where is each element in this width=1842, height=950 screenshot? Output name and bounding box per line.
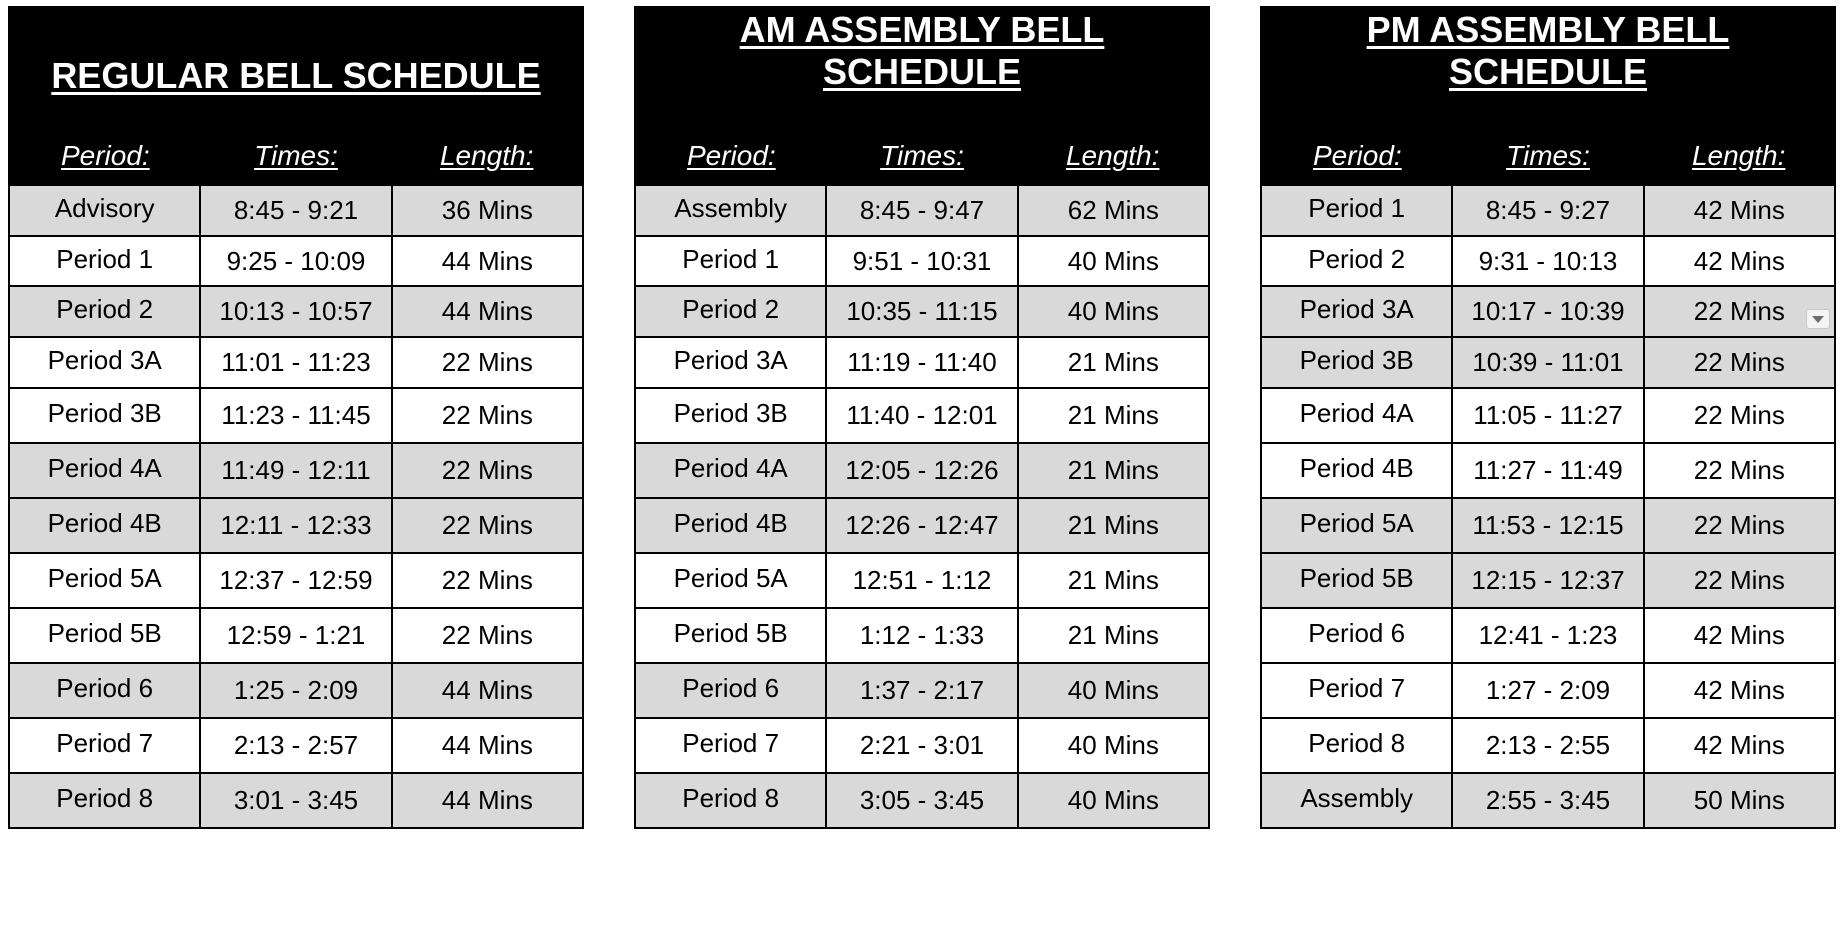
table-body bbox=[10, 184, 582, 827]
length-cell: 44 Mins bbox=[391, 664, 582, 717]
length-cell: 22 Mins bbox=[391, 389, 582, 442]
table-row bbox=[636, 497, 1208, 552]
period-cell: Advisory bbox=[54, 193, 155, 223]
times-cell: 9:31 - 10:13 bbox=[1451, 237, 1642, 285]
length-cell: 22 Mins bbox=[391, 554, 582, 607]
period-cell: Period 5A bbox=[47, 563, 162, 593]
times-cell: 1:27 - 2:09 bbox=[1451, 664, 1642, 717]
times-cell: 12:11 - 12:33 bbox=[199, 499, 390, 552]
period-cell: Assembly bbox=[674, 193, 788, 223]
period-cell: Period 7 bbox=[1308, 673, 1406, 703]
table-row bbox=[10, 662, 582, 717]
period-cell: Period 8 bbox=[682, 783, 780, 813]
length-cell: 44 Mins bbox=[391, 774, 582, 827]
table-header bbox=[1262, 8, 1834, 184]
period-cell: Period 4B bbox=[47, 508, 162, 538]
times-cell: 1:25 - 2:09 bbox=[199, 664, 390, 717]
times-cell: 10:13 - 10:57 bbox=[199, 287, 390, 336]
period-cell: Period 4A bbox=[673, 453, 788, 483]
table-header bbox=[636, 8, 1208, 184]
length-cell: 42 Mins bbox=[1643, 237, 1834, 285]
times-column-header: Times: bbox=[880, 140, 964, 171]
length-cell: 44 Mins bbox=[391, 287, 582, 336]
times-cell: 12:37 - 12:59 bbox=[199, 554, 390, 607]
period-cell: Period 3A bbox=[47, 345, 162, 375]
length-column-header: Length: bbox=[439, 140, 534, 171]
period-cell: Assembly bbox=[1300, 783, 1414, 813]
times-cell: 1:37 - 2:17 bbox=[825, 664, 1016, 717]
table-row bbox=[1262, 717, 1834, 772]
period-cell: Period 6 bbox=[56, 673, 154, 703]
table-row bbox=[10, 336, 582, 387]
table-row bbox=[10, 184, 582, 235]
length-cell: 42 Mins bbox=[1643, 664, 1834, 717]
length-cell: 21 Mins bbox=[1017, 389, 1208, 442]
table-row bbox=[1262, 497, 1834, 552]
period-cell: Period 4B bbox=[673, 508, 788, 538]
table-row bbox=[636, 285, 1208, 336]
times-cell: 11:19 - 11:40 bbox=[825, 338, 1016, 387]
times-cell: 10:39 - 11:01 bbox=[1451, 338, 1642, 387]
period-cell: Period 7 bbox=[56, 728, 154, 758]
table-row bbox=[10, 717, 582, 772]
period-cell: Period 6 bbox=[682, 673, 780, 703]
times-cell: 12:05 - 12:26 bbox=[825, 444, 1016, 497]
period-cell: Period 5B bbox=[673, 618, 788, 648]
times-cell: 3:01 - 3:45 bbox=[199, 774, 390, 827]
period-column-header: Period: bbox=[60, 140, 150, 171]
length-cell: 22 Mins bbox=[391, 338, 582, 387]
table-row bbox=[1262, 442, 1834, 497]
table-row bbox=[636, 772, 1208, 827]
length-cell: 21 Mins bbox=[1017, 338, 1208, 387]
period-cell: Period 4A bbox=[1299, 398, 1414, 428]
period-cell: Period 1 bbox=[1308, 193, 1406, 223]
pm-assembly-bell-schedule-table bbox=[1260, 6, 1836, 829]
period-cell: Period 1 bbox=[682, 243, 780, 274]
table-row bbox=[10, 772, 582, 827]
table-row bbox=[1262, 336, 1834, 387]
times-cell: 8:45 - 9:47 bbox=[825, 186, 1016, 235]
period-cell: Period 3B bbox=[673, 398, 788, 428]
period-cell: Period 2 bbox=[682, 294, 780, 324]
times-cell: 11:49 - 12:11 bbox=[199, 444, 390, 497]
period-cell: Period 5B bbox=[1299, 563, 1414, 593]
times-cell: 2:13 - 2:57 bbox=[199, 719, 390, 772]
times-cell: 10:17 - 10:39 bbox=[1451, 287, 1642, 336]
length-cell: 22 Mins bbox=[1643, 338, 1834, 387]
times-cell: 11:53 - 12:15 bbox=[1451, 499, 1642, 552]
period-column-header: Period: bbox=[686, 140, 776, 171]
period-cell: Period 8 bbox=[56, 783, 154, 813]
length-column-header: Length: bbox=[1691, 140, 1786, 171]
length-cell: 42 Mins bbox=[1643, 719, 1834, 772]
length-cell: 22 Mins bbox=[1643, 389, 1834, 442]
times-cell: 11:05 - 11:27 bbox=[1451, 389, 1642, 442]
table-row bbox=[636, 184, 1208, 235]
length-cell: 40 Mins bbox=[1017, 664, 1208, 717]
period-cell: Period 3B bbox=[1299, 345, 1414, 375]
column-headers bbox=[1262, 140, 1834, 172]
table-title: AM ASSEMBLY BELL SCHEDULE bbox=[739, 9, 1105, 92]
length-cell: 40 Mins bbox=[1017, 237, 1208, 285]
period-cell: Period 1 bbox=[56, 243, 154, 274]
times-cell: 12:15 - 12:37 bbox=[1451, 554, 1642, 607]
period-cell: Period 8 bbox=[1308, 728, 1406, 758]
table-row bbox=[636, 607, 1208, 662]
length-cell: 44 Mins bbox=[391, 237, 582, 285]
table-row bbox=[1262, 285, 1834, 336]
table-row bbox=[1262, 184, 1834, 235]
column-headers bbox=[636, 140, 1208, 172]
length-cell: 21 Mins bbox=[1017, 499, 1208, 552]
table-row bbox=[636, 717, 1208, 772]
table-row bbox=[636, 442, 1208, 497]
times-column-header: Times: bbox=[1506, 140, 1590, 171]
length-cell: 42 Mins bbox=[1643, 609, 1834, 662]
period-cell: Period 3A bbox=[673, 345, 788, 375]
period-cell: Period 2 bbox=[56, 294, 154, 324]
times-cell: 12:26 - 12:47 bbox=[825, 499, 1016, 552]
table-row bbox=[10, 285, 582, 336]
length-cell: 22 Mins bbox=[1643, 499, 1834, 552]
times-cell: 12:41 - 1:23 bbox=[1451, 609, 1642, 662]
times-cell: 2:21 - 3:01 bbox=[825, 719, 1016, 772]
period-cell: Period 3B bbox=[47, 398, 162, 428]
times-cell: 9:25 - 10:09 bbox=[199, 237, 390, 285]
length-cell: 22 Mins bbox=[391, 609, 582, 662]
period-cell: Period 4B bbox=[1299, 453, 1414, 483]
table-row bbox=[10, 607, 582, 662]
table-row bbox=[636, 387, 1208, 442]
period-cell: Period 5B bbox=[47, 618, 162, 648]
table-row bbox=[1262, 387, 1834, 442]
length-cell: 22 Mins bbox=[391, 444, 582, 497]
length-cell: 21 Mins bbox=[1017, 609, 1208, 662]
regular-bell-schedule-table bbox=[8, 6, 584, 829]
period-column-header: Period: bbox=[1312, 140, 1402, 171]
length-cell: 36 Mins bbox=[391, 186, 582, 235]
times-cell: 11:40 - 12:01 bbox=[825, 389, 1016, 442]
table-body bbox=[636, 184, 1208, 827]
period-cell: Period 6 bbox=[1308, 618, 1406, 648]
dropdown-arrow-icon[interactable] bbox=[1806, 309, 1830, 329]
table-row bbox=[636, 336, 1208, 387]
period-cell: Period 7 bbox=[682, 728, 780, 758]
table-row bbox=[1262, 662, 1834, 717]
period-cell: Period 5A bbox=[673, 563, 788, 593]
period-cell: Period 5A bbox=[1299, 508, 1414, 538]
length-cell: 22 Mins bbox=[1643, 287, 1834, 336]
table-row bbox=[10, 235, 582, 285]
times-column-header: Times: bbox=[254, 140, 338, 171]
times-cell: 11:27 - 11:49 bbox=[1451, 444, 1642, 497]
table-body bbox=[1262, 184, 1834, 827]
table-row bbox=[636, 552, 1208, 607]
length-cell: 22 Mins bbox=[391, 499, 582, 552]
length-cell: 40 Mins bbox=[1017, 719, 1208, 772]
table-title: REGULAR BELL SCHEDULE bbox=[51, 55, 541, 96]
length-column-header: Length: bbox=[1065, 140, 1160, 171]
length-cell: 50 Mins bbox=[1643, 774, 1834, 827]
times-cell: 8:45 - 9:27 bbox=[1451, 186, 1642, 235]
times-cell: 11:23 - 11:45 bbox=[199, 389, 390, 442]
times-cell: 12:51 - 1:12 bbox=[825, 554, 1016, 607]
length-cell: 62 Mins bbox=[1017, 186, 1208, 235]
length-cell: 22 Mins bbox=[1643, 444, 1834, 497]
table-row bbox=[636, 662, 1208, 717]
table-row bbox=[10, 497, 582, 552]
period-cell: Period 4A bbox=[47, 453, 162, 483]
times-cell: 3:05 - 3:45 bbox=[825, 774, 1016, 827]
times-cell: 9:51 - 10:31 bbox=[825, 237, 1016, 285]
times-cell: 10:35 - 11:15 bbox=[825, 287, 1016, 336]
times-cell: 12:59 - 1:21 bbox=[199, 609, 390, 662]
table-row bbox=[1262, 772, 1834, 827]
period-cell: Period 2 bbox=[1308, 243, 1406, 274]
table-title: PM ASSEMBLY BELL SCHEDULE bbox=[1366, 9, 1730, 92]
table-row bbox=[1262, 235, 1834, 285]
times-cell: 8:45 - 9:21 bbox=[199, 186, 390, 235]
times-cell: 2:13 - 2:55 bbox=[1451, 719, 1642, 772]
length-cell: 22 Mins bbox=[1643, 554, 1834, 607]
times-cell: 11:01 - 11:23 bbox=[199, 338, 390, 387]
length-cell: 21 Mins bbox=[1017, 554, 1208, 607]
length-cell: 40 Mins bbox=[1017, 774, 1208, 827]
table-row bbox=[1262, 552, 1834, 607]
table-header bbox=[10, 8, 582, 184]
am-assembly-bell-schedule-table bbox=[634, 6, 1210, 829]
table-row bbox=[636, 235, 1208, 285]
times-cell: 1:12 - 1:33 bbox=[825, 609, 1016, 662]
table-row bbox=[10, 552, 582, 607]
length-cell: 40 Mins bbox=[1017, 287, 1208, 336]
length-cell: 42 Mins bbox=[1643, 186, 1834, 235]
length-cell: 44 Mins bbox=[391, 719, 582, 772]
table-row bbox=[10, 387, 582, 442]
length-cell: 21 Mins bbox=[1017, 444, 1208, 497]
times-cell: 2:55 - 3:45 bbox=[1451, 774, 1642, 827]
table-row bbox=[1262, 607, 1834, 662]
column-headers bbox=[10, 140, 582, 172]
period-cell: Period 3A bbox=[1299, 294, 1414, 324]
table-row bbox=[10, 442, 582, 497]
